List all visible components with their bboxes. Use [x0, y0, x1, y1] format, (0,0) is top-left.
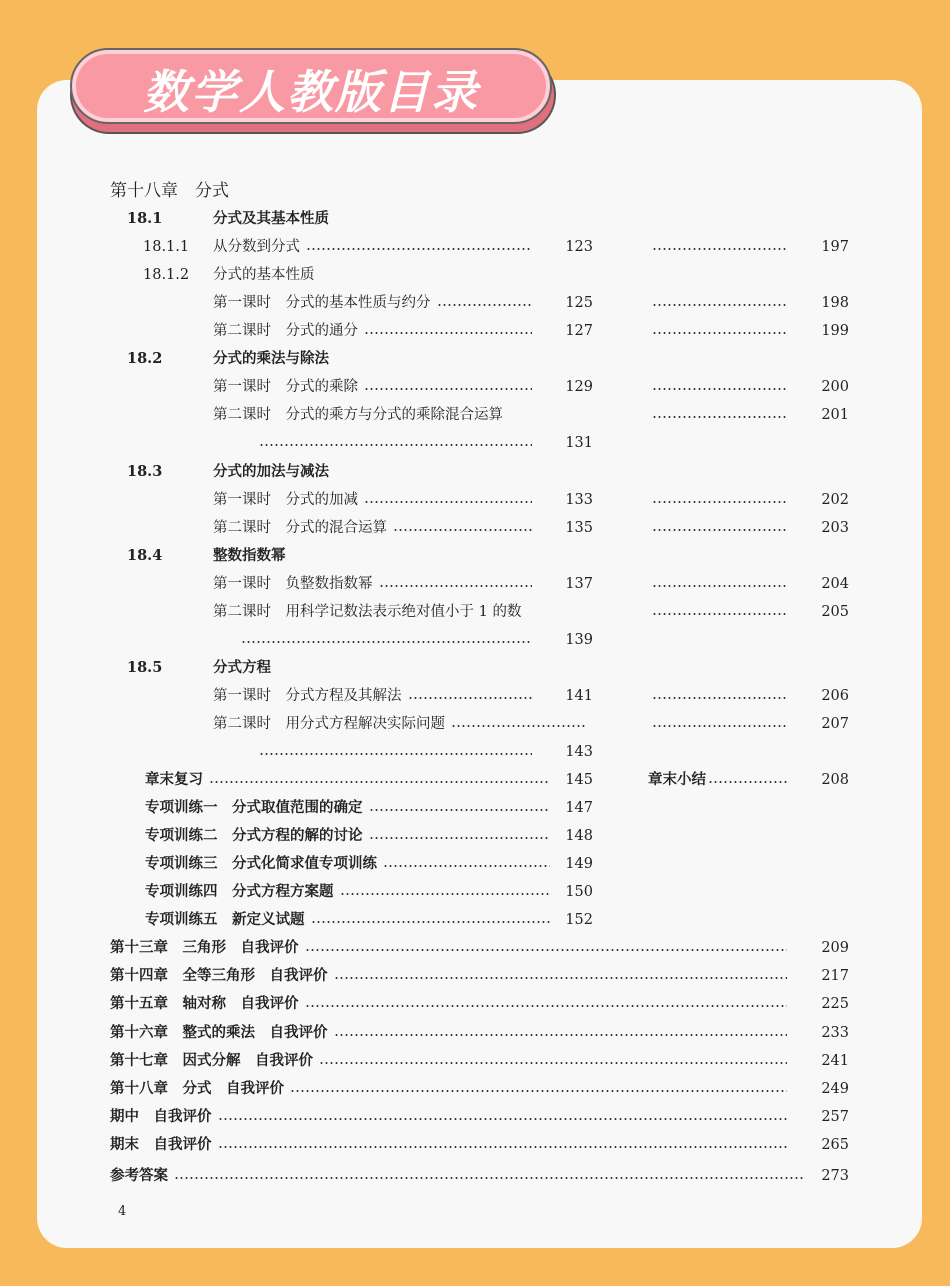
entry-title: 第一课时 分式的基本性质与约分 [213, 295, 431, 312]
toc-row[interactable] [0, 794, 950, 822]
toc-row[interactable] [0, 317, 950, 345]
entry-title: 第二课时 分式的通分 [213, 323, 358, 340]
dot-leader [369, 822, 551, 850]
dot-leader [290, 1075, 787, 1103]
page-ref: 233 [821, 1024, 849, 1041]
toc-row[interactable] [0, 542, 950, 570]
page-ref: 225 [821, 996, 849, 1013]
page-ref: 131 [565, 435, 593, 452]
right-entry [652, 233, 849, 261]
page-ref: 141 [565, 687, 593, 704]
toc-row[interactable] [0, 458, 950, 486]
dot-leader [652, 514, 787, 542]
toc-row[interactable] [0, 626, 950, 654]
toc-row[interactable] [0, 1162, 950, 1190]
toc-entry [213, 233, 593, 261]
right-entry [652, 373, 849, 401]
toc-entry [235, 626, 593, 654]
toc-row[interactable] [0, 1131, 950, 1159]
page-ref: 148 [565, 828, 593, 845]
page-ref: 150 [565, 884, 593, 901]
section-number: 18.5 [127, 658, 163, 676]
section-title: 整数指数幂 [213, 547, 286, 564]
toc-entry [145, 878, 593, 906]
toc-row[interactable] [0, 205, 950, 233]
toc-entry [213, 373, 593, 401]
page-ref: 147 [565, 800, 593, 817]
toc-row[interactable] [0, 429, 950, 457]
toc-entry [110, 1019, 849, 1047]
subsection-number: 18.1.2 [143, 267, 190, 284]
page-ref: 241 [821, 1052, 849, 1069]
toc-entry [213, 289, 593, 317]
entry-title: 第十五章 轴对称 自我评价 [110, 996, 299, 1013]
dot-leader [652, 570, 787, 598]
toc-row[interactable] [0, 822, 950, 850]
section-number: 18.3 [127, 462, 163, 480]
entry-title: 参考答案 [110, 1167, 168, 1184]
dot-leader [306, 233, 532, 261]
dot-leader [408, 682, 533, 710]
right-page-ref: 207 [821, 715, 849, 732]
toc-row[interactable] [0, 233, 950, 261]
toc-entry [213, 514, 593, 542]
entry-title: 第一课时 分式的加减 [213, 491, 358, 508]
right-page-ref: 197 [821, 239, 849, 256]
right-entry [652, 710, 849, 738]
dot-leader [305, 934, 788, 962]
subsection-title: 分式的基本性质 [213, 267, 315, 284]
dot-leader [652, 682, 787, 710]
right-entry [652, 289, 849, 317]
entry-title: 专项训练二 分式方程的解的讨论 [145, 828, 363, 845]
dot-leader [652, 289, 787, 317]
page-ref: 152 [565, 912, 593, 929]
entry-title: 专项训练一 分式取值范围的确定 [145, 800, 363, 817]
toc-entry [213, 486, 593, 514]
dot-leader [451, 710, 587, 738]
entry-title: 期末 自我评价 [110, 1136, 212, 1153]
dot-leader [652, 598, 787, 626]
dot-leader [209, 766, 550, 794]
dot-leader [334, 962, 788, 990]
toc-entry [110, 1162, 849, 1190]
toc-entry [145, 906, 593, 934]
toc-entry [110, 1047, 849, 1075]
right-entry [652, 486, 849, 514]
dot-leader [369, 794, 551, 822]
dot-leader [379, 570, 533, 598]
page-ref: 265 [821, 1136, 849, 1153]
dot-leader [319, 1047, 787, 1075]
toc-entry [145, 822, 593, 850]
dot-leader [708, 766, 787, 794]
toc-entry [145, 766, 593, 794]
toc-entry [110, 1075, 849, 1103]
entry-title: 第一课时 负整数指数幂 [213, 575, 373, 592]
right-page-ref: 208 [821, 772, 849, 789]
dot-leader [334, 1019, 788, 1047]
page-ref: 125 [565, 295, 593, 312]
toc-entry [145, 794, 593, 822]
dot-leader [340, 878, 551, 906]
toc-entry [253, 429, 593, 457]
page-ref: 129 [565, 379, 593, 396]
dot-leader [652, 233, 787, 261]
dot-leader [364, 486, 532, 514]
toc-entry [213, 570, 593, 598]
right-entry [652, 570, 849, 598]
entry-title: 第二课时 分式的混合运算 [213, 519, 387, 536]
right-page-ref: 204 [821, 575, 849, 592]
section-title: 分式的加法与减法 [213, 463, 329, 480]
page-ref: 127 [565, 323, 593, 340]
toc-row[interactable] [0, 766, 950, 794]
section-number: 18.2 [127, 350, 163, 368]
toc-row[interactable] [0, 486, 950, 514]
toc-entry [110, 934, 849, 962]
entry-title: 第十七章 因式分解 自我评价 [110, 1052, 313, 1069]
entry-title: 期中 自我评价 [110, 1108, 212, 1125]
toc-row[interactable] [0, 1047, 950, 1075]
chapter-title: 第十八章 分式 [110, 181, 229, 201]
entry-title: 第二课时 用分式方程解决实际问题 [213, 715, 445, 732]
dot-leader [652, 401, 787, 429]
right-label: 章末小结 [648, 772, 706, 789]
dot-leader [364, 317, 532, 345]
right-entry [652, 682, 849, 710]
right-page-ref: 205 [821, 603, 849, 620]
toc-entry [213, 682, 593, 710]
toc-row[interactable] [0, 598, 950, 626]
entry-title: 章末复习 [145, 772, 203, 789]
lesson-title: 第二课时 分式的乘方与分式的乘除混合运算 [213, 407, 503, 424]
toc-row[interactable] [0, 990, 950, 1018]
page-ref: 135 [565, 519, 593, 536]
dot-leader [311, 906, 551, 934]
page-ref: 139 [565, 631, 593, 648]
toc-row[interactable] [0, 962, 950, 990]
toc-entry [110, 1131, 849, 1159]
entry-title: 第十三章 三角形 自我评价 [110, 940, 299, 957]
entry-title: 专项训练五 新定义试题 [145, 912, 305, 929]
page-ref: 133 [565, 491, 593, 508]
entry-title: 第一课时 分式的乘除 [213, 379, 358, 396]
entry-title: 从分数到分式 [213, 239, 300, 256]
dot-leader [364, 373, 532, 401]
toc-entry [145, 850, 593, 878]
right-entry [652, 317, 849, 345]
right-page-ref: 200 [821, 379, 849, 396]
entry-title: 第一课时 分式方程及其解法 [213, 687, 402, 704]
title-banner [70, 48, 552, 124]
right-page-ref: 202 [821, 491, 849, 508]
toc-entry [253, 738, 593, 766]
toc-entry [213, 710, 593, 738]
dot-leader [437, 289, 533, 317]
toc-row[interactable] [0, 934, 950, 962]
section-number: 18.4 [127, 546, 163, 564]
entry-title: 第十八章 分式 自我评价 [110, 1080, 284, 1097]
toc-row[interactable] [0, 514, 950, 542]
toc-row[interactable] [0, 177, 950, 205]
page-ref: 273 [821, 1167, 849, 1184]
toc-row[interactable] [0, 654, 950, 682]
toc-row[interactable] [0, 906, 950, 934]
page-title: 数学人教版目录 [143, 65, 479, 119]
page-ref: 249 [821, 1080, 849, 1097]
page-ref: 209 [821, 940, 849, 957]
right-entry [652, 514, 849, 542]
page-ref: 257 [821, 1108, 849, 1125]
dot-leader [393, 514, 532, 542]
dot-leader [259, 429, 532, 457]
dot-leader [383, 850, 550, 878]
section-title: 分式及其基本性质 [213, 211, 329, 228]
right-page-ref: 206 [821, 687, 849, 704]
toc-row[interactable] [0, 738, 950, 766]
toc-row[interactable] [0, 850, 950, 878]
toc-row[interactable] [0, 373, 950, 401]
right-page-ref: 198 [821, 295, 849, 312]
toc-row[interactable] [0, 682, 950, 710]
lesson-title: 第二课时 用科学记数法表示绝对值小于 1 的数 [213, 603, 522, 620]
right-page-ref: 201 [821, 407, 849, 424]
dot-leader [305, 990, 788, 1018]
page-number: 4 [118, 1204, 127, 1219]
right-entry [648, 766, 849, 794]
dot-leader [174, 1162, 805, 1190]
toc-row[interactable] [0, 401, 950, 429]
dot-leader [218, 1103, 788, 1131]
entry-title: 专项训练三 分式化简求值专项训练 [145, 856, 377, 873]
page-ref: 143 [565, 744, 593, 760]
dot-leader [259, 738, 532, 766]
section-number: 18.1 [127, 210, 163, 228]
toc-row[interactable] [0, 1019, 950, 1047]
page-ref: 123 [565, 239, 593, 256]
toc-row[interactable] [0, 878, 950, 906]
toc-entry [110, 962, 849, 990]
section-title: 分式的乘法与除法 [213, 351, 329, 368]
right-page-ref: 203 [821, 519, 849, 536]
dot-leader [652, 486, 787, 514]
dot-leader [218, 1131, 788, 1159]
dot-leader [652, 317, 787, 345]
dot-leader [652, 373, 787, 401]
toc-row[interactable] [0, 345, 950, 373]
toc-row[interactable] [0, 1075, 950, 1103]
toc-row[interactable] [0, 289, 950, 317]
page-ref: 145 [565, 772, 593, 789]
toc-entry [213, 317, 593, 345]
right-entry [652, 401, 849, 429]
page-ref: 149 [565, 856, 593, 873]
toc-entry [110, 990, 849, 1018]
right-page-ref: 199 [821, 323, 849, 340]
right-entry [652, 598, 849, 626]
toc-entry [110, 1103, 849, 1131]
page-ref: 137 [565, 575, 593, 592]
toc-row[interactable] [0, 710, 950, 738]
toc-row[interactable] [0, 261, 950, 289]
toc-row[interactable] [0, 1103, 950, 1131]
toc-row[interactable] [0, 570, 950, 598]
entry-title: 专项训练四 分式方程方案题 [145, 884, 334, 901]
page-ref: 217 [821, 968, 849, 985]
dot-leader [241, 626, 532, 654]
subsection-number: 18.1.1 [143, 239, 190, 256]
dot-leader [652, 710, 787, 738]
entry-title: 第十四章 全等三角形 自我评价 [110, 968, 328, 985]
section-title: 分式方程 [213, 659, 271, 676]
entry-title: 第十六章 整式的乘法 自我评价 [110, 1024, 328, 1041]
